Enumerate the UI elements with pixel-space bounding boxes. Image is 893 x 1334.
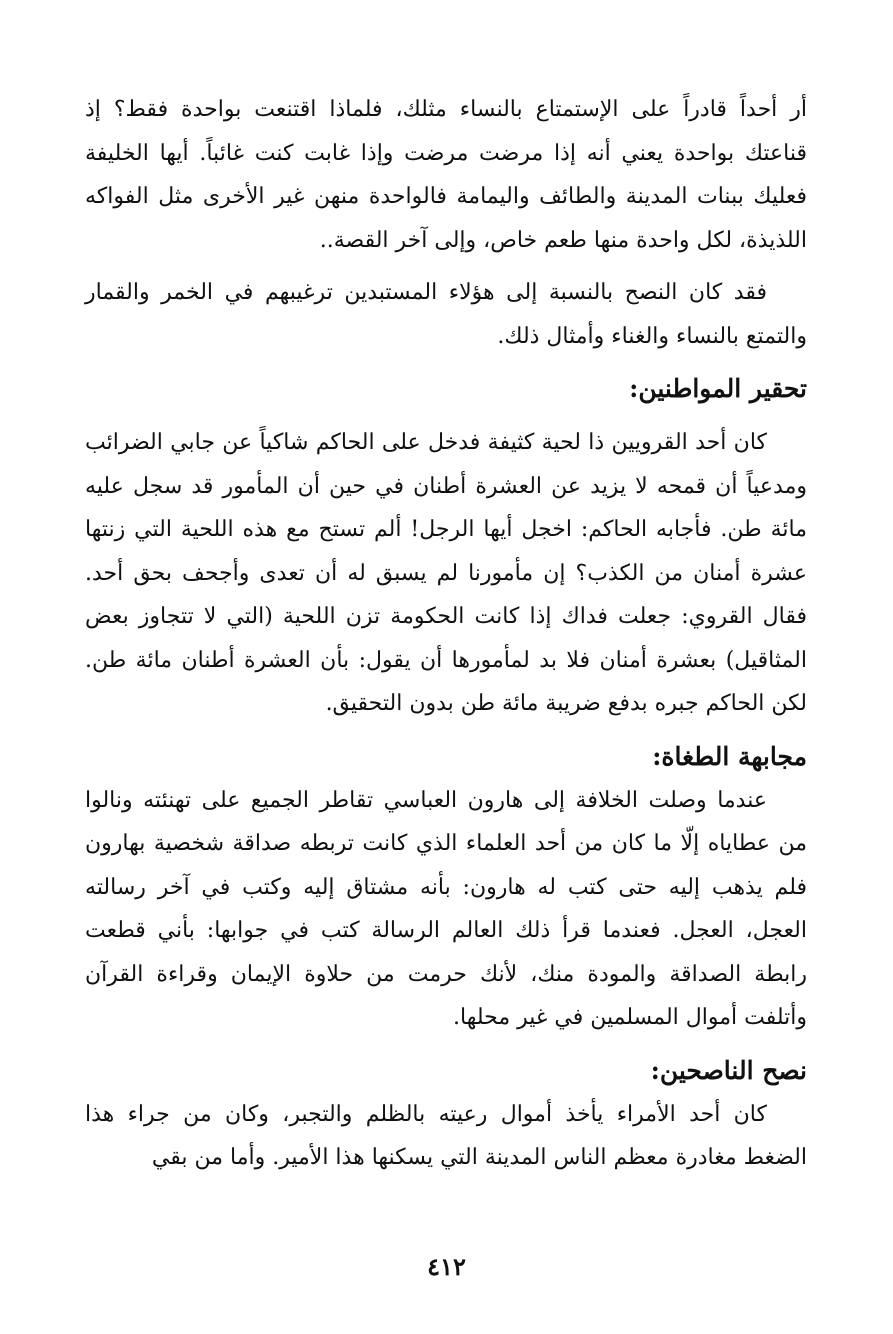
section-heading: تحقير المواطنين: (629, 374, 807, 403)
page-number: ٤١٢ (427, 1252, 466, 1281)
paragraph: كان أحد القرويين ذا لحية كثيفة فدخل على الحاكم شاكياً عن جابي الضرائب ومدعياً أن قمحه لا يزيد عن العشرة أطنان في حين أن المأمور قد سجل عليه مائة طن. فأجابه الحاكم: اخجل أيها الرجل! ألم تستح مع هذه اللحية التي زنتها عشرة أمنان من الكذب؟ إن مأمورنا لم يسبق له أن تعدى وأجحف بحق أحد. فقال القروي: جعلت فداك إذا كانت الحكومة تزن اللحية (التي لا تتجاوز بعض المثاقيل) بعشرة أمنان فلا بد لمأمورها أن يقول: بأن العشرة أطنان مائة طن. لكن الحاكم جبره بدفع ضريبة مائة طن بدون التحقيق. (85, 430, 807, 716)
paragraph: فقد كان النصح بالنسبة إلى هؤلاء المستبدين ترغيبهم في الخمر والقمار والتمتع بالنساء والغناء وأمثال ذلك. (85, 280, 807, 349)
page-body (85, 88, 807, 1189)
section-heading: مجابهة الطغاة: (652, 741, 807, 771)
paragraph: عندما وصلت الخلافة إلى هارون العباسي تقاطر الجميع على تهنئته ونالوا من عطاياه إلّا ما كان من أحد العلماء الذي كانت تربطه صداقة شخصية بهارون فلم يذهب إليه حتى كتب له هارون: بأنه مشتاق إليه وكتب في آخر رسالته العجل، العجل. فعندما قرأ ذلك العالم الرسالة كتب في جوابها: بأني قطعت رابطة الصداقة والمودة منك، لأنك حرمت من حلاوة الإيمان وقراءة القرآن وأتلفت أموال المسلمين في غير محلها. (85, 787, 807, 1030)
section-heading: نصح الناصحين: (650, 1055, 807, 1085)
paragraph: أر أحداً قادراً على الإستمتاع بالنساء مثلك، فلماذا اقتنعت بواحدة فقط؟ إذ قناعتك بواحدة يعني أنه إذا مرضت مرضت وإذا غابت كنت غائباً. أيها الخليفة فعليك ببنات المدينة والطائف واليمامة فالواحدة منهن غير الأخرى مثل الفواكه اللذيذة، لكل واحدة منها طعم خاص، وإلى آخر القصة.. (85, 97, 807, 253)
paragraph: كان أحد الأمراء يأخذ أموال رعيته بالظلم والتجبر، وكان من جراء هذا الضغط مغادرة معظم الناس المدينة التي يسكنها هذا الأمير. وأما من بقي (85, 1101, 807, 1170)
